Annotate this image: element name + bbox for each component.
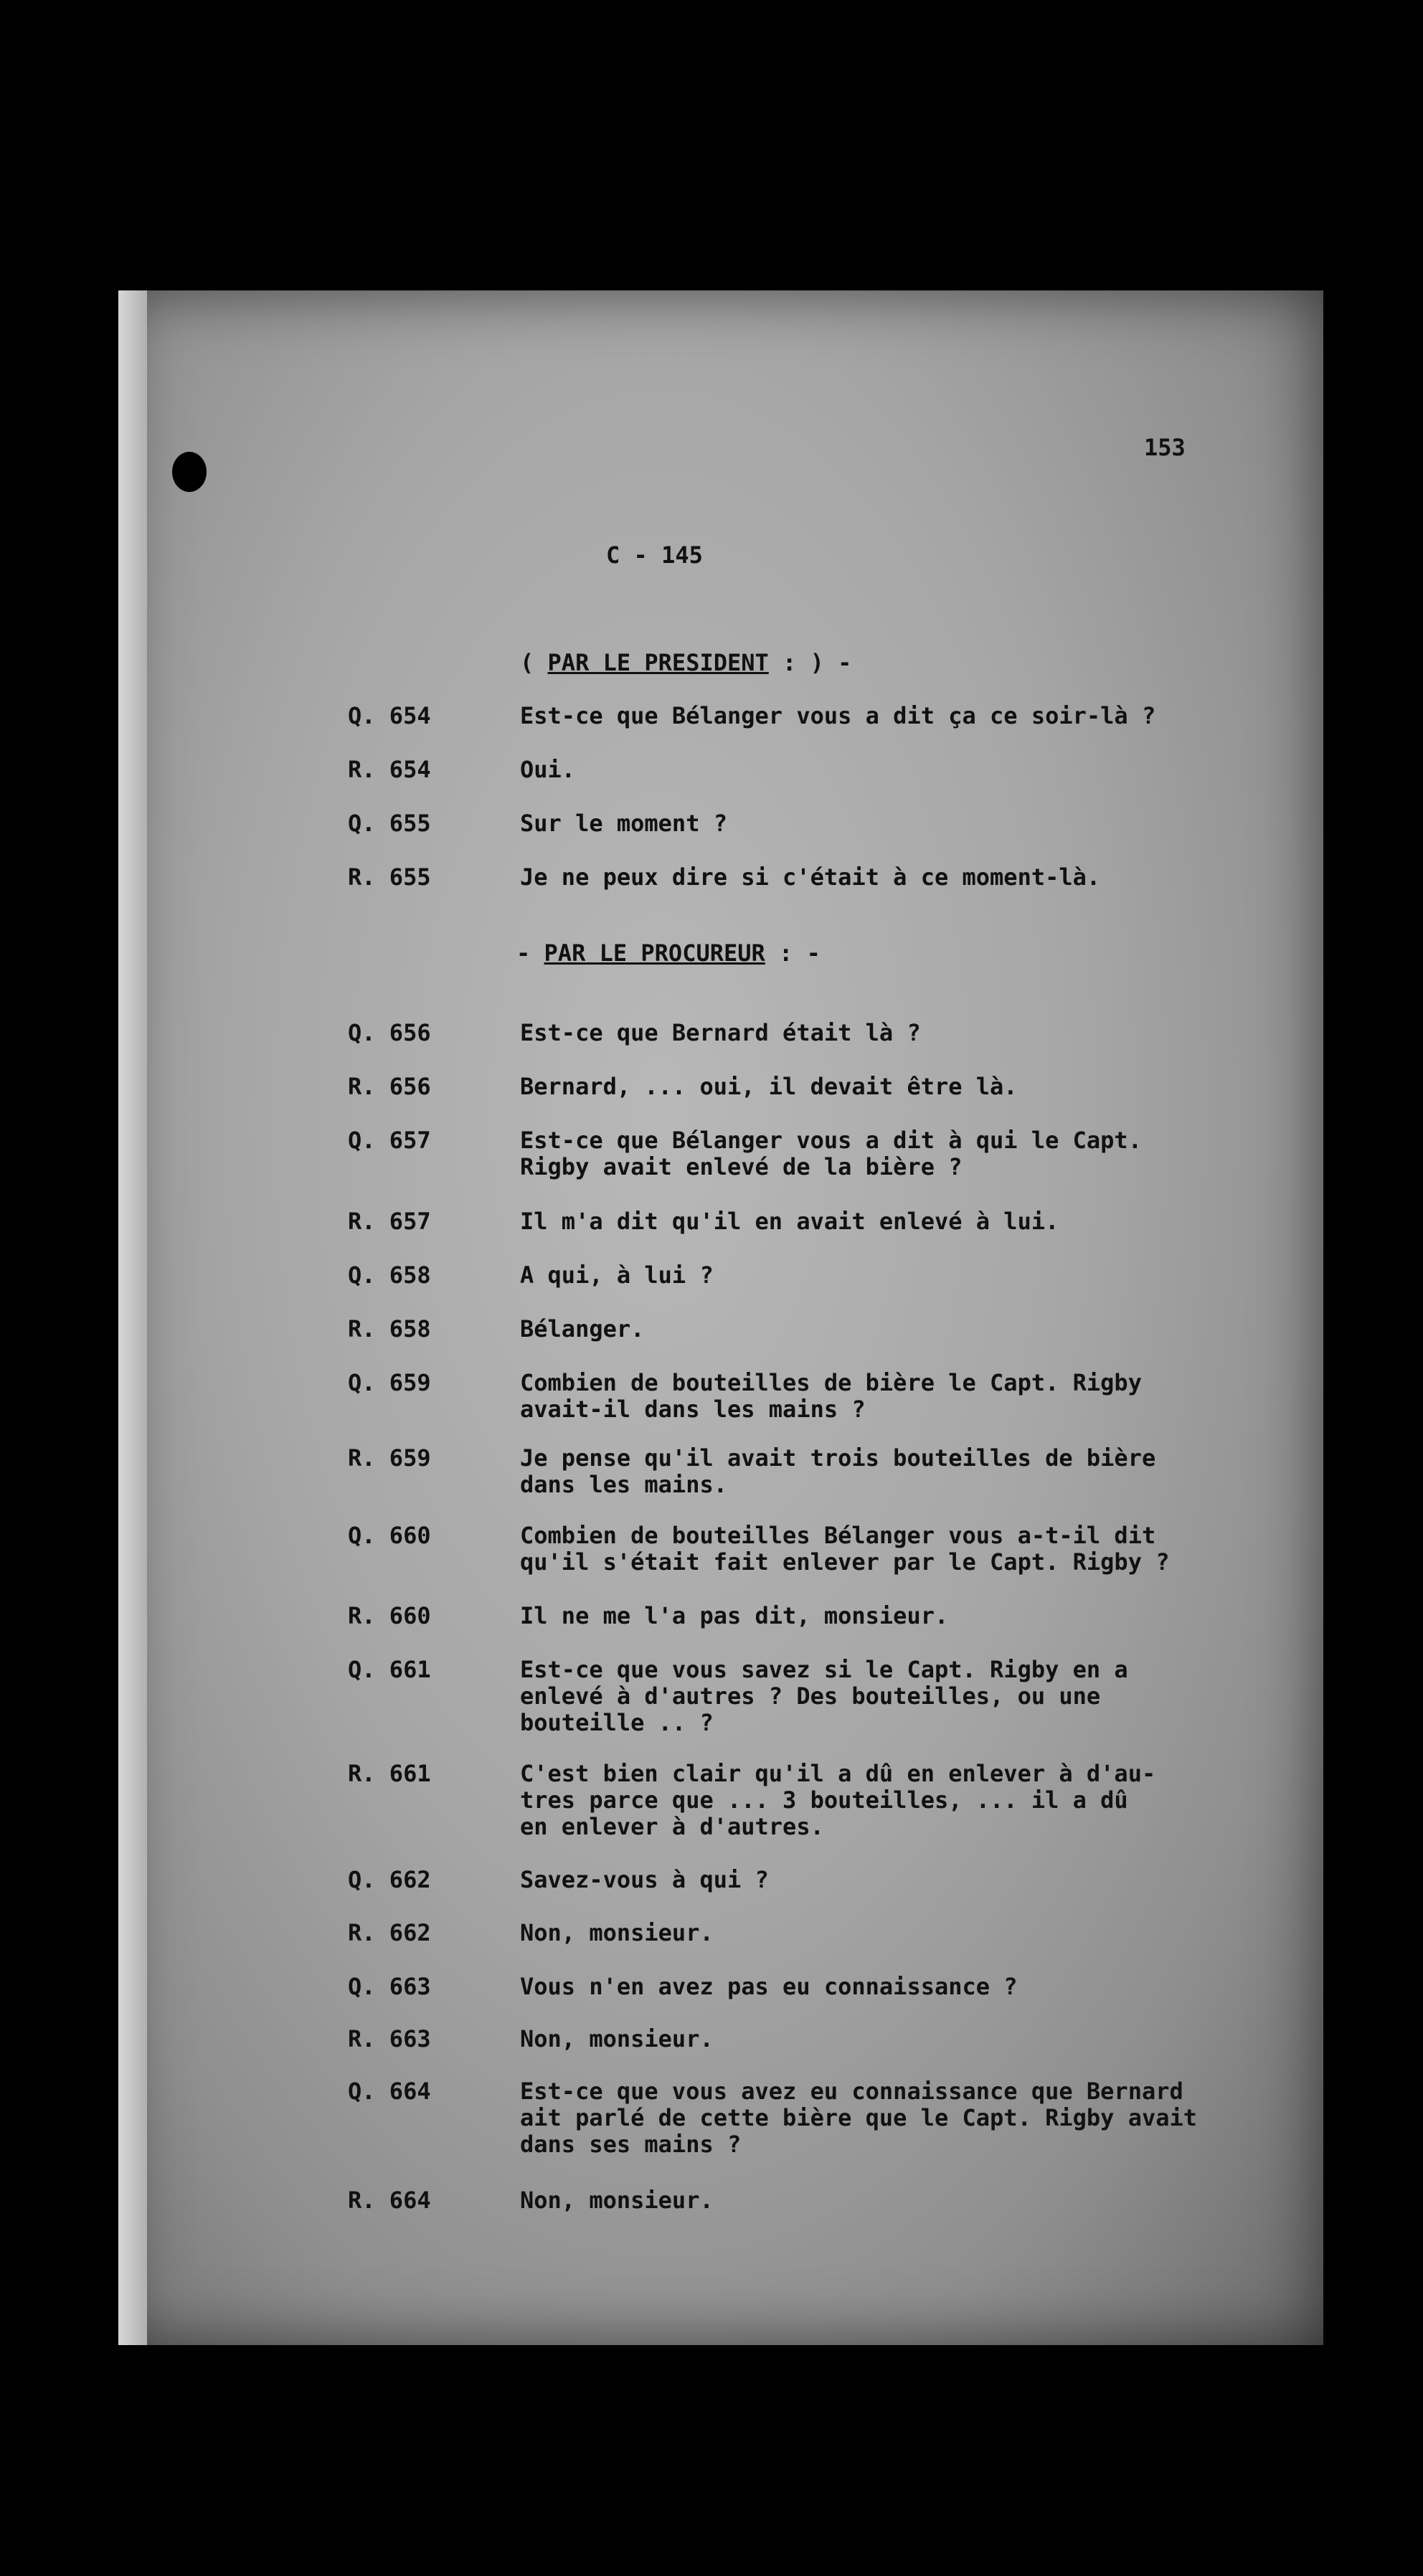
- section-header-suffix: : -: [765, 939, 821, 967]
- entry-text: Est-ce que Bernard était là ?: [520, 1019, 921, 1046]
- section-header-prefix: -: [516, 939, 544, 967]
- entry-label: R. 662: [348, 1919, 431, 1946]
- entry-text: Est-ce que Bélanger vous a dit ça ce soir-là ?: [520, 702, 1156, 729]
- entry-label: Q. 661: [348, 1656, 431, 1683]
- entry-label: Q. 655: [348, 810, 431, 837]
- section-header-prefix: (: [520, 649, 548, 676]
- entry-label: R. 659: [348, 1444, 431, 1472]
- entry-label: Q. 657: [348, 1127, 431, 1154]
- entry-text: Vous n'en avez pas eu connaissance ?: [520, 1973, 1018, 2000]
- section-header-procureur: [516, 939, 821, 967]
- entry-text: A qui, à lui ?: [520, 1261, 714, 1289]
- entry-label: Q. 663: [348, 1973, 431, 2000]
- entry-text: Non, monsieur.: [520, 1919, 714, 1946]
- entry-text: Non, monsieur.: [520, 2025, 714, 2052]
- entry-label: R. 656: [348, 1073, 431, 1100]
- entry-label: Q. 662: [348, 1866, 431, 1893]
- entry-text: Savez-vous à qui ?: [520, 1866, 769, 1893]
- entry-text: Bélanger.: [520, 1315, 645, 1343]
- entry-label: Q. 656: [348, 1019, 431, 1046]
- entry-text: Sur le moment ?: [520, 810, 727, 837]
- entry-label: R. 654: [348, 756, 431, 783]
- entry-label: R. 661: [348, 1760, 431, 1787]
- entry-text: Je ne peux dire si c'était à ce moment-là.: [520, 863, 1101, 891]
- document-page: [118, 290, 1323, 2345]
- entry-label: Q. 658: [348, 1261, 431, 1289]
- section-header-president: [520, 649, 851, 676]
- entry-label: R. 663: [348, 2025, 431, 2052]
- page-number: 153: [1144, 434, 1186, 461]
- entry-text: Combien de bouteilles de bière le Capt. Rigby avait-il dans les mains ?: [520, 1369, 1142, 1423]
- entry-label: R. 658: [348, 1315, 431, 1343]
- punch-hole: [172, 452, 207, 492]
- page-edge: [118, 290, 147, 2345]
- entry-text: Est-ce que Bélanger vous a dit à qui le Capt. Rigby avait enlevé de la bière ?: [520, 1127, 1142, 1180]
- entry-text: Oui.: [520, 756, 576, 783]
- entry-label: Q. 659: [348, 1369, 431, 1396]
- entry-text: Il ne me l'a pas dit, monsieur.: [520, 1602, 949, 1629]
- section-header-suffix: : ) -: [768, 649, 852, 676]
- entry-text: C'est bien clair qu'il a dû en enlever à d'au- tres parce que ... 3 bouteilles, ... il a dû en enlever à d'autres.: [520, 1760, 1156, 1840]
- entry-label: R. 657: [348, 1208, 431, 1235]
- entry-text: Bernard, ... oui, il devait être là.: [520, 1073, 1018, 1100]
- section-header-title: PAR LE PROCUREUR: [544, 939, 765, 967]
- entry-text: Il m'a dit qu'il en avait enlevé à lui.: [520, 1208, 1059, 1235]
- entry-text: Est-ce que vous avez eu connaissance que Bernard ait parlé de cette bière que le Capt. Rigby avait dans ses mains ?: [520, 2078, 1198, 2158]
- entry-label: R. 660: [348, 1602, 431, 1629]
- document-reference: C - 145: [606, 541, 703, 569]
- entry-text: Combien de bouteilles Bélanger vous a-t-il dit qu'il s'était fait enlever par le Capt. Rigby ?: [520, 1522, 1170, 1576]
- entry-text: Non, monsieur.: [520, 2187, 714, 2214]
- entry-text: Est-ce que vous savez si le Capt. Rigby en a enlevé à d'autres ? Des bouteilles, ou une bouteille .. ?: [520, 1656, 1128, 1736]
- entry-label: Q. 660: [348, 1522, 431, 1549]
- entry-label: R. 664: [348, 2187, 431, 2214]
- entry-text: Je pense qu'il avait trois bouteilles de bière dans les mains.: [520, 1444, 1156, 1498]
- entry-label: Q. 664: [348, 2078, 431, 2105]
- section-header-title: PAR LE PRESIDENT: [547, 649, 769, 676]
- entry-label: R. 655: [348, 863, 431, 891]
- entry-label: Q. 654: [348, 702, 431, 729]
